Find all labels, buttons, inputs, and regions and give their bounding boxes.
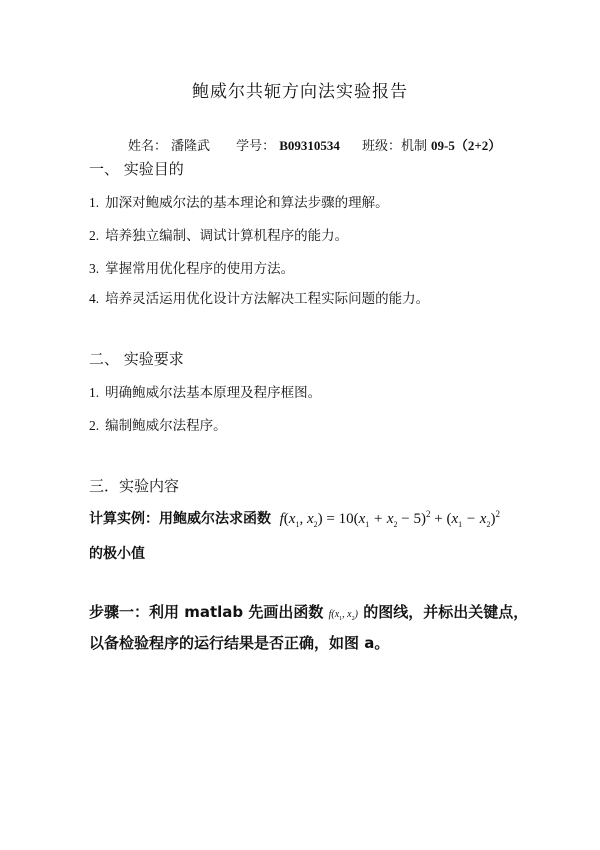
page-title: 鲍威尔共轭方向法实验报告: [192, 82, 408, 102]
step1-line2: 以备检验程序的运行结果是否正确，如图 a。: [89, 634, 390, 652]
item-text: 明确鲍威尔法基本原理及程序框图。: [105, 385, 322, 401]
id-label: 学号：: [236, 139, 276, 154]
item-text: 培养灵活运用优化设计方法解决工程实际问题的能力。: [105, 291, 430, 307]
class-label: 班级：机制: [362, 139, 428, 154]
student-name: 潘隆武: [171, 139, 211, 154]
step1-text-a: 步骤一：利用 matlab 先画出函数: [89, 603, 324, 621]
item-text: 培养独立编制、调试计算机程序的能力。: [105, 228, 349, 244]
list-item: [89, 191, 389, 211]
class-value: 09-5（2+2）: [431, 138, 502, 153]
section-heading-objectives: 一、 实验目的: [89, 160, 184, 178]
list-item: [89, 414, 227, 434]
item-text: 编制鲍威尔法程序。: [105, 418, 227, 434]
objective-function-formula: $f(x_1$, $x_2) = 10(x_1 + x_2 - 5)^2 + (x_1 - x_2)^2$: [275, 509, 500, 529]
list-item: [89, 381, 321, 401]
example-tail: 的极小值: [89, 546, 145, 562]
item-number: 1.: [89, 195, 100, 210]
item-number: 4.: [89, 291, 100, 306]
small-function-formula: $f(x_1$, $x_2$): [328, 609, 358, 622]
item-text: 加深对鲍威尔法的基本理论和算法步骤的理解。: [105, 195, 389, 211]
item-number: 2.: [89, 228, 100, 243]
name-label: 姓名：: [128, 139, 168, 154]
section-heading-content: 三．实验内容: [89, 477, 180, 495]
example-label: 计算实例：用鲍威尔法求函数: [89, 511, 271, 527]
item-number: 1.: [89, 385, 100, 400]
step1-line1: [89, 601, 528, 622]
list-item: [89, 287, 429, 307]
list-item: [89, 257, 294, 277]
example-line: [89, 508, 500, 529]
item-number: 3.: [89, 261, 100, 276]
student-id: B09310534: [279, 138, 340, 153]
item-text: 掌握常用优化程序的使用方法。: [105, 261, 295, 277]
step1-text-b: 的图线，并标出关键点，: [363, 603, 529, 621]
list-item: [89, 224, 348, 244]
student-info: [128, 135, 501, 154]
section-heading-requirements: 二、 实验要求: [89, 350, 184, 368]
item-number: 2.: [89, 418, 100, 433]
